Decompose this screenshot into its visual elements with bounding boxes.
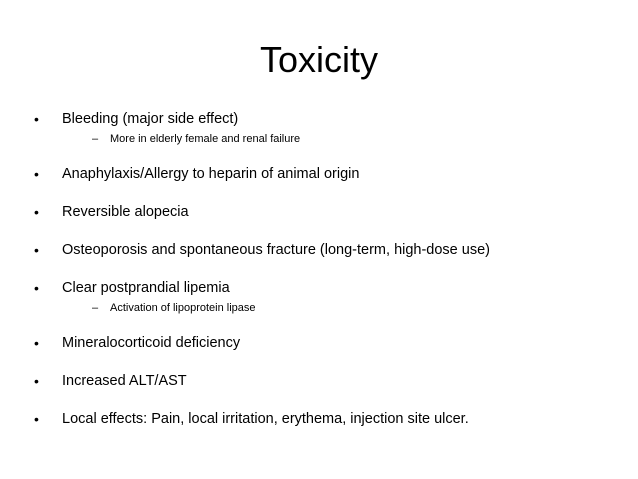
- bullet-marker: •: [34, 373, 39, 389]
- sub-bullet-marker: –: [92, 133, 99, 145]
- bullet-text: Mineralocorticoid deficiency: [62, 335, 241, 351]
- bullet-item: [34, 372, 624, 390]
- bullet-marker: •: [34, 242, 39, 258]
- bullet-marker: •: [34, 280, 39, 296]
- bullet-marker: •: [34, 166, 39, 182]
- bullet-item: [34, 203, 624, 221]
- bullet-text: Increased ALT/AST: [62, 373, 187, 389]
- bullet-text: Bleeding (major side effect): [62, 111, 239, 127]
- sub-bullet-text: More in elderly female and renal failure: [110, 133, 301, 145]
- bullet-text: Osteoporosis and spontaneous fracture (long-term, high-dose use): [62, 242, 490, 258]
- bullet-item: [34, 410, 624, 428]
- bullet-marker: •: [34, 335, 39, 351]
- sub-bullet-item: [92, 301, 624, 315]
- bullet-marker: •: [34, 111, 39, 127]
- bullet-text: Anaphylaxis/Allergy to heparin of animal origin: [62, 166, 360, 182]
- bullet-item: [34, 165, 624, 183]
- bullet-item: [34, 110, 624, 146]
- bullet-item: [34, 279, 624, 315]
- bullet-item: [34, 334, 624, 352]
- sub-bullet-marker: –: [92, 302, 99, 314]
- bullet-item: [34, 241, 624, 259]
- bullet-list: [34, 110, 624, 448]
- bullet-text: Reversible alopecia: [62, 204, 189, 220]
- bullet-text: Local effects: Pain, local irritation, erythema, injection site ulcer.: [62, 411, 469, 427]
- bullet-marker: •: [34, 411, 39, 427]
- slide-title: Toxicity: [259, 39, 379, 80]
- bullet-marker: •: [34, 204, 39, 220]
- sub-bullet-text: Activation of lipoprotein lipase: [110, 302, 256, 314]
- sub-bullet-item: [92, 132, 624, 146]
- bullet-text: Clear postprandial lipemia: [62, 280, 230, 296]
